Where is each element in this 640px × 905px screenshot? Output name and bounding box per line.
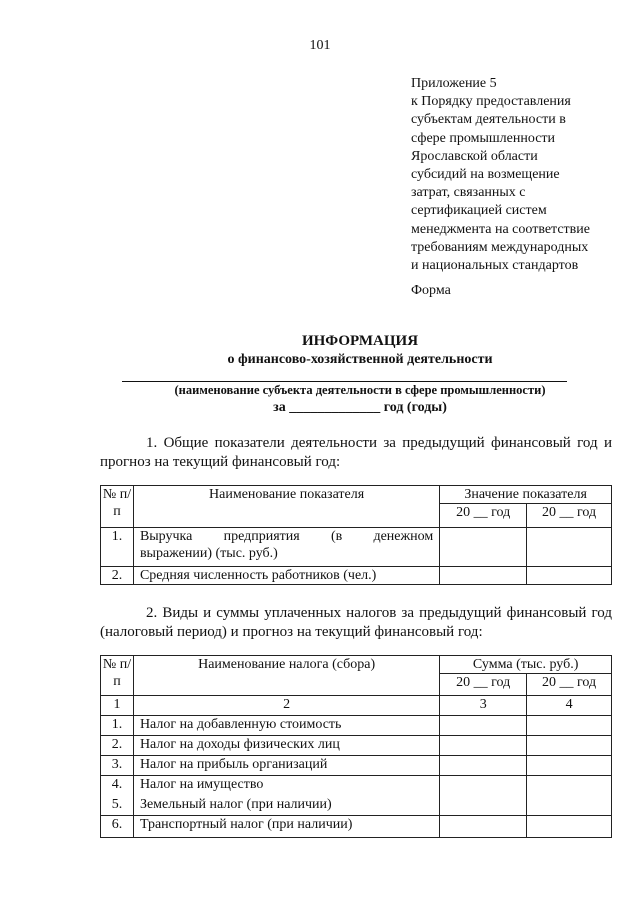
row-num: 4. <box>101 776 134 796</box>
appendix-line: и национальных стандартов <box>411 258 579 274</box>
table-row <box>101 816 612 838</box>
sum-cell[interactable] <box>527 816 612 838</box>
row-name: Средняя численность работников (чел.) <box>133 567 439 585</box>
header-year2: 20 __ год <box>527 504 612 528</box>
appendix-line: менеджмента на соответствие <box>411 221 590 237</box>
period-line: за _____________ год (годы) <box>273 400 447 415</box>
header-num: № п/п <box>101 486 134 528</box>
value-cell[interactable] <box>440 528 527 567</box>
sum-cell[interactable] <box>440 716 527 736</box>
table-row <box>101 756 612 776</box>
page-number: 101 <box>309 38 331 53</box>
header-year1: 20 __ год <box>440 674 527 696</box>
header-num: № п/п <box>101 656 134 696</box>
sum-cell[interactable] <box>527 736 612 756</box>
document-title: ИНФОРМАЦИЯ <box>301 333 419 349</box>
row-name: Земельный налог (при наличии) <box>133 796 439 816</box>
row-num: 2. <box>101 736 134 756</box>
row-num: 1. <box>101 528 134 567</box>
appendix-line: сертификацией систем <box>411 203 547 219</box>
form-label: Форма <box>411 283 451 298</box>
entity-name-line <box>122 381 567 382</box>
sum-cell[interactable] <box>527 776 612 816</box>
table-row <box>101 776 612 796</box>
col-number: 1 <box>101 696 134 716</box>
entity-name-note: (наименование субъекта деятельности в сфере промышленности) <box>174 383 546 397</box>
appendix-line: требованиям международных <box>411 239 589 255</box>
row-num: 2. <box>101 567 134 585</box>
appendix-line: Приложение 5 <box>411 76 497 91</box>
row-name: Транспортный налог (при наличии) <box>133 816 439 838</box>
sum-cell[interactable] <box>527 716 612 736</box>
sum-cell[interactable] <box>440 736 527 756</box>
row-name: Налог на имущество <box>133 776 439 796</box>
appendix-line: сфере промышленности <box>411 130 556 146</box>
appendix-block <box>411 75 621 275</box>
header-sum: Сумма (тыс. руб.) <box>440 656 612 674</box>
sum-cell[interactable] <box>440 816 527 838</box>
sum-cell[interactable] <box>440 776 527 816</box>
row-name: Налог на прибыль организаций <box>133 756 439 776</box>
col-number: 4 <box>527 696 612 716</box>
table-row <box>101 528 612 567</box>
row-name-line1: Выручка предприятия (в денежном <box>139 529 434 544</box>
row-num: 1. <box>101 716 134 736</box>
header-name: Наименование налога (сбора) <box>133 656 439 696</box>
appendix-line: затрат, связанных с <box>411 185 526 201</box>
row-num: 5. <box>101 796 134 816</box>
appendix-line: к Порядку предоставления <box>411 94 571 110</box>
header-value: Значение показателя <box>440 486 612 504</box>
col-number: 2 <box>133 696 439 716</box>
sum-cell[interactable] <box>527 756 612 776</box>
header-year2: 20 __ год <box>527 674 612 696</box>
value-cell[interactable] <box>527 567 612 585</box>
row-name <box>133 528 439 567</box>
value-cell[interactable] <box>527 528 612 567</box>
appendix-line: субъектам деятельности в <box>411 112 566 128</box>
table-row <box>101 567 612 585</box>
row-num: 6. <box>101 816 134 838</box>
section2-text: 2. Виды и суммы уплаченных налогов за предыдущий финансовый год (налоговый период) и прогноз на текущий финансовый год: <box>100 605 612 640</box>
row-num: 3. <box>101 756 134 776</box>
row-name-line2: выражении) (тыс. руб.) <box>139 546 278 561</box>
col-number: 3 <box>440 696 527 716</box>
value-cell[interactable] <box>440 567 527 585</box>
header-name: Наименование показателя <box>133 486 439 528</box>
header-year1: 20 __ год <box>440 504 527 528</box>
indicators-table <box>100 485 612 585</box>
table-row <box>101 716 612 736</box>
appendix-line: Ярославской области <box>411 148 538 164</box>
sum-cell[interactable] <box>440 756 527 776</box>
row-name: Налог на доходы физических лиц <box>133 736 439 756</box>
document-subtitle: о финансово-хозяйственной деятельности <box>227 352 493 367</box>
column-numbers-row <box>101 696 612 716</box>
row-name: Налог на добавленную стоимость <box>133 716 439 736</box>
section1-text: 1. Общие показатели деятельности за предыдущий финансовый год и прогноз на текущий финансовый год: <box>100 435 612 470</box>
appendix-line: субсидий на возмещение <box>411 167 560 183</box>
taxes-table <box>100 655 612 838</box>
table-row <box>101 736 612 756</box>
